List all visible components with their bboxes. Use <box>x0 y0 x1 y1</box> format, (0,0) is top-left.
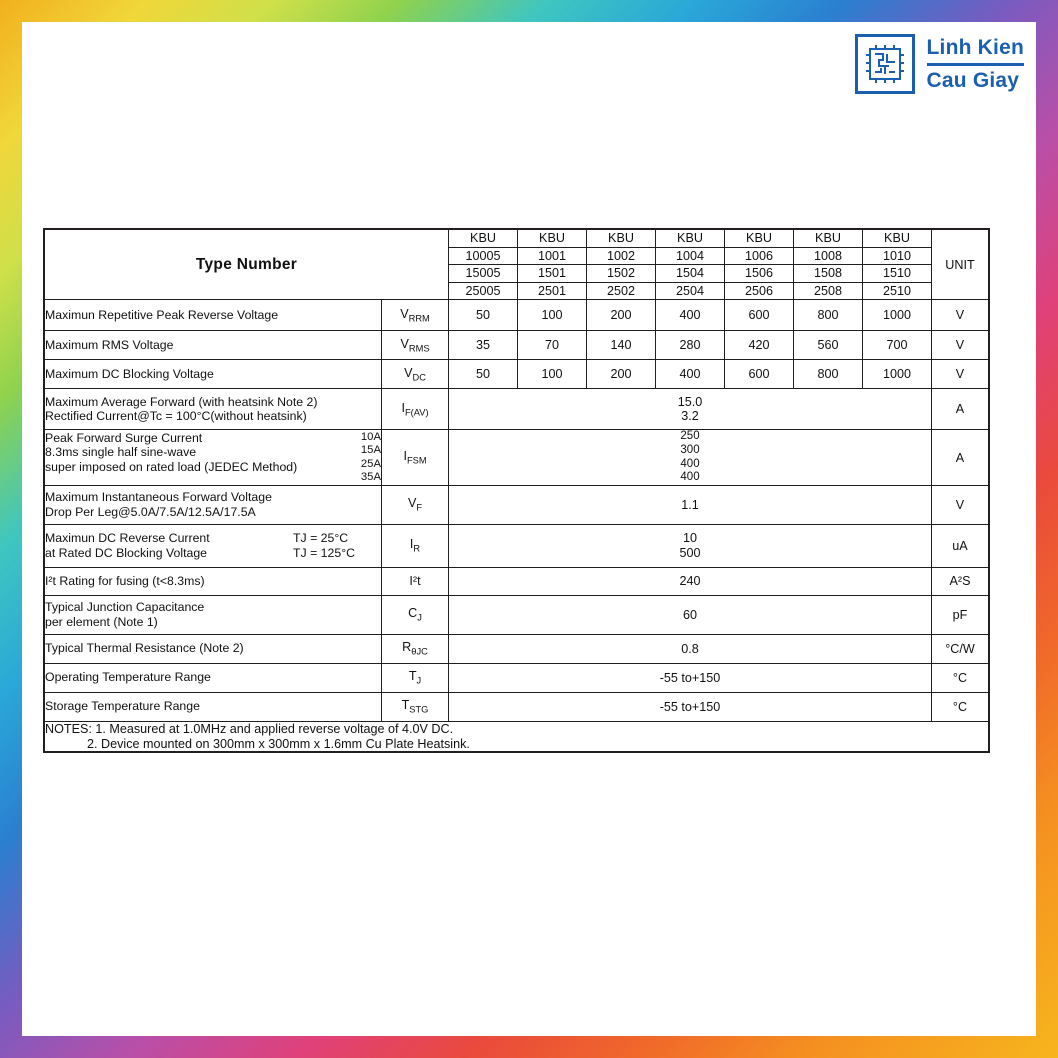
unit-cell: V <box>932 485 989 524</box>
brand-line-1: Linh Kien <box>926 36 1024 60</box>
param-name: Storage Temperature Range <box>45 692 382 721</box>
unit-cell: A <box>932 389 989 430</box>
param-symbol: $V_{DC}$ <box>382 360 449 389</box>
param-name: 10A 15A 25A 35A Peak Forward Surge Current 8.3ms single half sine-wave super imposed on rated load (JEDEC Method) <box>45 430 382 485</box>
unit-cell: uA <box>932 524 989 567</box>
note-1: NOTES: 1. Measured at 1.0MHz and applied reverse voltage of 4.0V DC. <box>45 721 454 736</box>
series-header-kbu-6: KBU <box>794 230 863 248</box>
surge-current-ratings: 10A 15A 25A 35A <box>360 430 381 483</box>
table-row <box>45 692 989 721</box>
series-code-3-3: 2502 <box>587 282 656 300</box>
series-code-5-2: 1506 <box>725 265 794 283</box>
series-header-kbu-7: KBU <box>863 230 932 248</box>
series-code-5-1: 1006 <box>725 247 794 265</box>
param-name: TJ = 25°C TJ = 125°C Maximun DC Reverse Current at Rated DC Blocking Voltage <box>45 524 382 567</box>
series-code-1-2: 15005 <box>449 265 518 283</box>
value-cell: 100 <box>518 300 587 331</box>
table-row <box>45 634 989 663</box>
unit-cell: °C <box>932 692 989 721</box>
param-symbol: $V_F$ <box>382 485 449 524</box>
series-code-3-2: 1502 <box>587 265 656 283</box>
series-code-2-3: 2501 <box>518 282 587 300</box>
value-cell: -55 to+150 <box>449 663 932 692</box>
value-cell: 800 <box>794 300 863 331</box>
series-code-5-3: 2506 <box>725 282 794 300</box>
value-cell: 700 <box>863 331 932 360</box>
series-code-7-3: 2510 <box>863 282 932 300</box>
param-symbol: $C_J$ <box>382 595 449 634</box>
table-row <box>45 663 989 692</box>
series-code-2-2: 1501 <box>518 265 587 283</box>
table-row <box>45 567 989 595</box>
value-cell: 400 <box>656 300 725 331</box>
notes-block <box>45 721 989 752</box>
value-cell: 100 <box>518 360 587 389</box>
table-row <box>45 360 989 389</box>
value-cell: 400 <box>656 360 725 389</box>
value-cell: 1000 <box>863 300 932 331</box>
value-cell: -55 to+150 <box>449 692 932 721</box>
table-row <box>45 389 989 430</box>
series-code-6-2: 1508 <box>794 265 863 283</box>
param-symbol: $R_{\theta JC}$ <box>382 634 449 663</box>
param-name: Operating Temperature Range <box>45 663 382 692</box>
unit-cell: A²S <box>932 567 989 595</box>
unit-cell: A <box>932 430 989 485</box>
table-header-row <box>45 230 989 248</box>
series-code-3-1: 1002 <box>587 247 656 265</box>
value-cell: 0.8 <box>449 634 932 663</box>
series-header-kbu-5: KBU <box>725 230 794 248</box>
specifications-table-container <box>43 228 990 753</box>
table-row <box>45 331 989 360</box>
param-symbol: $I_R$ <box>382 524 449 567</box>
param-symbol: I²t <box>382 567 449 595</box>
param-symbol: $V_{RMS}$ <box>382 331 449 360</box>
series-code-4-2: 1504 <box>656 265 725 283</box>
brand-underline <box>927 63 1024 66</box>
series-header-kbu-3: KBU <box>587 230 656 248</box>
param-symbol: $I_{F(AV)}$ <box>382 389 449 430</box>
circuit-chip-icon <box>855 34 915 94</box>
table-row <box>45 524 989 567</box>
datasheet-page <box>22 22 1036 1036</box>
series-code-6-3: 2508 <box>794 282 863 300</box>
param-symbol: $I_{FSM}$ <box>382 430 449 485</box>
series-code-1-1: 10005 <box>449 247 518 265</box>
series-code-6-1: 1008 <box>794 247 863 265</box>
series-code-1-3: 25005 <box>449 282 518 300</box>
reverse-current-conditions: TJ = 25°C TJ = 125°C <box>293 531 355 560</box>
param-symbol: $T_{STG}$ <box>382 692 449 721</box>
unit-cell: V <box>932 360 989 389</box>
value-cell: 1000 <box>863 360 932 389</box>
series-header-kbu-1: KBU <box>449 230 518 248</box>
value-cell: 420 <box>725 331 794 360</box>
unit-header: UNIT <box>932 230 989 300</box>
param-symbol: $T_J$ <box>382 663 449 692</box>
value-cell: 600 <box>725 300 794 331</box>
param-name: Maximum RMS Voltage <box>45 331 382 360</box>
series-code-4-3: 2504 <box>656 282 725 300</box>
table-row <box>45 430 989 485</box>
value-cell: 1.1 <box>449 485 932 524</box>
value-cell: 50 <box>449 360 518 389</box>
specifications-table <box>44 229 989 752</box>
param-name: Typical Thermal Resistance (Note 2) <box>45 634 382 663</box>
notes-row <box>45 721 989 752</box>
value-cell: 60 <box>449 595 932 634</box>
table-row <box>45 485 989 524</box>
value-cell: 15.0 3.2 <box>449 389 932 430</box>
value-cell: 200 <box>587 300 656 331</box>
value-cell: 200 <box>587 360 656 389</box>
param-name: I²t Rating for fusing (t<8.3ms) <box>45 567 382 595</box>
table-row <box>45 300 989 331</box>
series-header-kbu-4: KBU <box>656 230 725 248</box>
param-name: Maximum Average Forward (with heatsink Note 2) Rectified Current@Tc = 100°C(without heatsink) <box>45 389 382 430</box>
value-cell: 50 <box>449 300 518 331</box>
note-2: 2. Device mounted on 300mm x 300mm x 1.6mm Cu Plate Heatsink. <box>87 736 470 751</box>
series-header-kbu-2: KBU <box>518 230 587 248</box>
value-cell: 800 <box>794 360 863 389</box>
param-name: Typical Junction Capacitance per element (Note 1) <box>45 595 382 634</box>
param-name: Maximum Instantaneous Forward Voltage Drop Per Leg@5.0A/7.5A/12.5A/17.5A <box>45 485 382 524</box>
brand-name <box>927 36 1024 91</box>
value-cell: 240 <box>449 567 932 595</box>
param-name: Maximun Repetitive Peak Reverse Voltage <box>45 300 382 331</box>
series-code-4-1: 1004 <box>656 247 725 265</box>
value-cell: 280 <box>656 331 725 360</box>
param-name: Maximum DC Blocking Voltage <box>45 360 382 389</box>
param-symbol: $V_{RRM}$ <box>382 300 449 331</box>
series-code-7-1: 1010 <box>863 247 932 265</box>
unit-cell: pF <box>932 595 989 634</box>
series-code-7-2: 1510 <box>863 265 932 283</box>
value-cell: 140 <box>587 331 656 360</box>
value-cell: 560 <box>794 331 863 360</box>
value-cell: 70 <box>518 331 587 360</box>
unit-cell: V <box>932 300 989 331</box>
brand-line-2: Cau Giay <box>926 68 1020 92</box>
series-code-2-1: 1001 <box>518 247 587 265</box>
unit-cell: °C/W <box>932 634 989 663</box>
type-number-header: Type Number <box>45 230 449 300</box>
value-cell: 10 500 <box>449 524 932 567</box>
value-cell: 250 300 400 400 <box>449 430 932 485</box>
unit-cell: V <box>932 331 989 360</box>
value-cell: 600 <box>725 360 794 389</box>
brand-logo <box>855 34 1024 94</box>
unit-cell: °C <box>932 663 989 692</box>
value-cell: 35 <box>449 331 518 360</box>
table-row <box>45 595 989 634</box>
